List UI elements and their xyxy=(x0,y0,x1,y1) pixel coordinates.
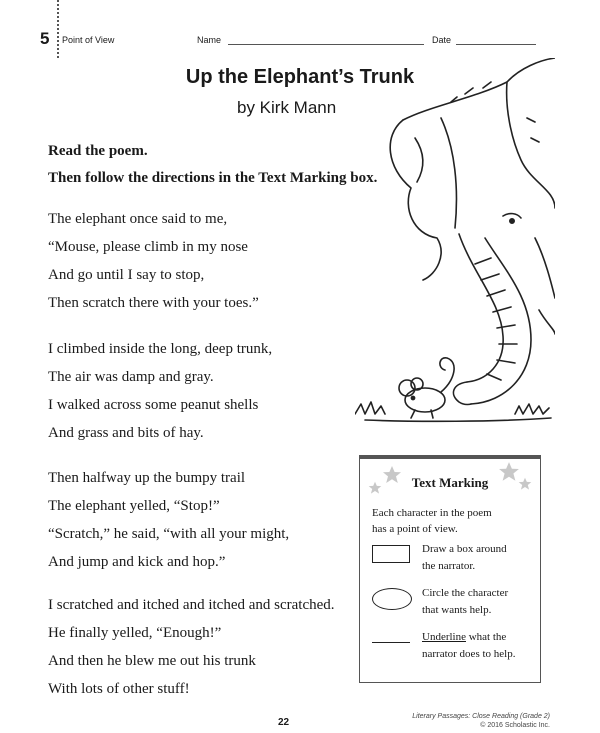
poem-line: I climbed inside the long, deep trunk, xyxy=(48,341,273,357)
credit-line xyxy=(400,712,550,730)
poem-line: With lots of other stuff! xyxy=(48,681,190,697)
box-symbol xyxy=(372,545,410,563)
poem-line: The elephant yelled, “Stop!” xyxy=(48,498,220,514)
dotted-divider xyxy=(57,0,59,58)
poem-author: by Kirk Mann xyxy=(237,98,337,117)
circle-symbol xyxy=(372,588,412,610)
text-marking-intro: has a point of view. xyxy=(372,523,458,535)
poem-line: The elephant once said to me, xyxy=(48,211,228,227)
instruction-text-rest: what the xyxy=(465,631,507,643)
instruction-text: Draw a box around xyxy=(422,543,507,555)
text-marking-title: Text Marking xyxy=(411,475,489,490)
instruction-text: that wants help. xyxy=(422,604,492,616)
instruction-text: narrator does to help. xyxy=(422,648,516,660)
lesson-number: 5 xyxy=(40,29,50,48)
name-label: Name xyxy=(197,35,222,45)
poem-line: And jump and kick and hop.” xyxy=(48,554,226,570)
date-field[interactable] xyxy=(456,44,536,45)
text-marking-intro: Each character in the poem xyxy=(372,507,492,519)
poem-line: “Mouse, please climb in my nose xyxy=(48,239,248,255)
poem-line: Then halfway up the bumpy trail xyxy=(48,470,246,486)
instruction-text xyxy=(422,629,506,645)
lesson-title: Point of View xyxy=(62,35,115,45)
text-marking-box xyxy=(359,455,541,683)
page-number: 22 xyxy=(278,717,290,728)
underline-symbol xyxy=(372,642,410,643)
poem-line: I walked across some peanut shells xyxy=(48,397,259,413)
page-header xyxy=(0,0,600,60)
poem-line: Then scratch there with your toes.” xyxy=(48,295,259,311)
poem-line: And grass and bits of hay. xyxy=(48,425,204,441)
instruction-line: Read the poem. xyxy=(48,143,148,159)
poem-line: I scratched and itched and itched and scratched. xyxy=(48,597,335,613)
poem-line: “Scratch,” he said, “with all your might, xyxy=(48,526,290,542)
credit-book: Literary Passages: Close Reading (Grade 2) xyxy=(412,713,550,720)
poem-line: He finally yelled, “Enough!” xyxy=(48,625,222,641)
credit-copyright: © 2016 Scholastic Inc. xyxy=(480,722,550,729)
date-label: Date xyxy=(432,35,452,45)
name-field[interactable] xyxy=(228,44,424,45)
poem-line: And then he blew me out his trunk xyxy=(48,653,256,669)
instruction-line: Then follow the directions in the Text Marking box. xyxy=(48,170,378,186)
elephant-mouse-illustration xyxy=(355,58,555,428)
poem-title: Up the Elephant’s Trunk xyxy=(185,66,415,88)
poem-line: The air was damp and gray. xyxy=(48,369,214,385)
underline-word: Underline xyxy=(422,631,466,643)
instruction-text: the narrator. xyxy=(422,560,476,572)
poem-line: And go until I say to stop, xyxy=(48,267,205,283)
instruction-text: Circle the character xyxy=(422,587,509,599)
